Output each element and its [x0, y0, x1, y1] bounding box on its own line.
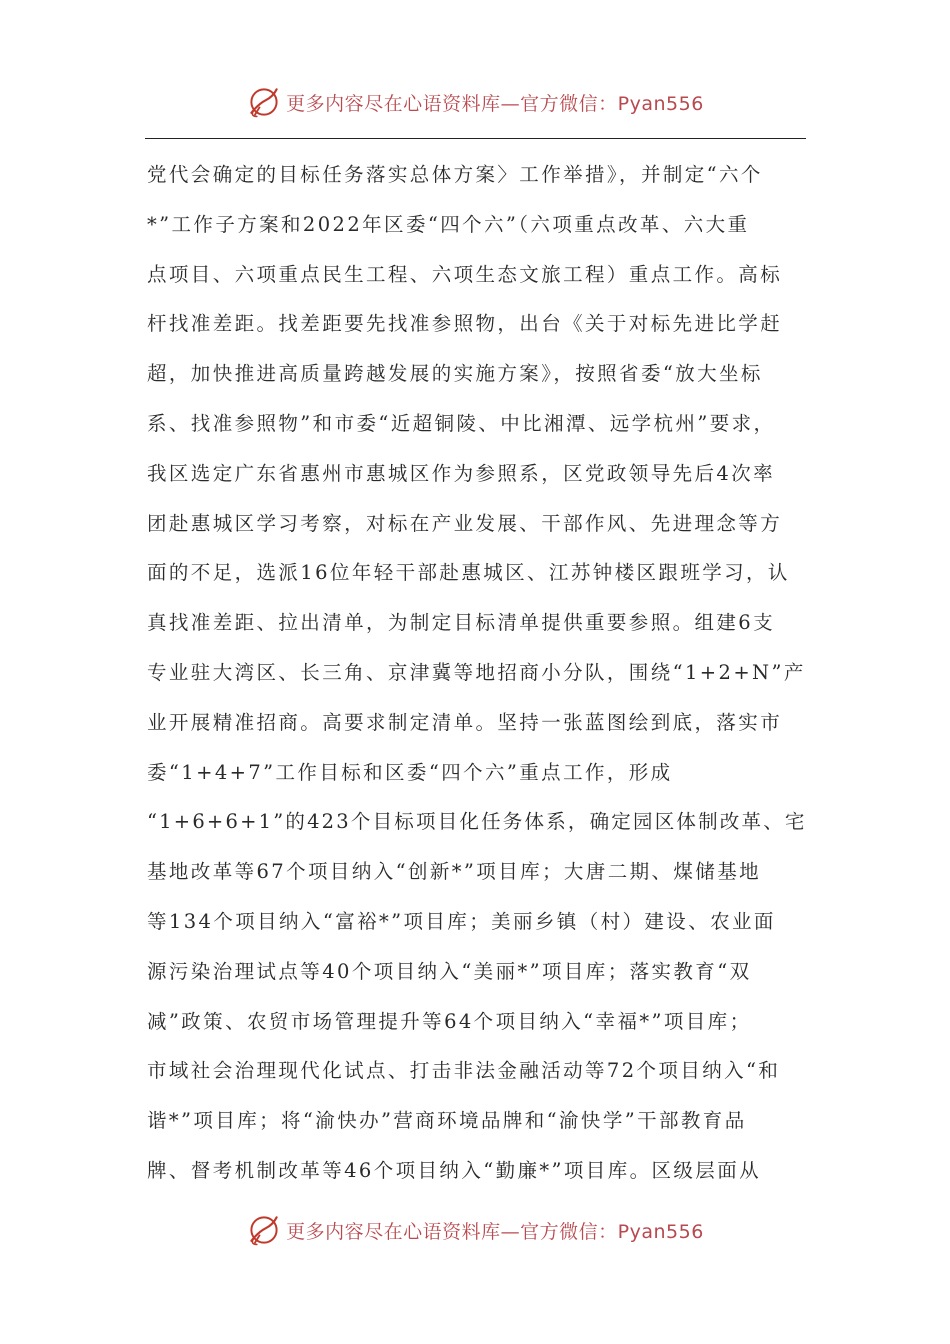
header-prefix: 更多内容尽在心语资料库—官方微信：: [286, 92, 618, 115]
text-line: 减”政策、农贸市场管理提升等64个项目纳入“幸福*”项目库；: [147, 1009, 752, 1033]
body-text: [147, 150, 807, 1196]
footer-brand: Pyan556: [617, 1220, 704, 1243]
text-line: *”工作子方案和2022年区委“四个六”（六项重点改革、六大重: [147, 212, 750, 236]
text-line: 杆找准差距。找差距要先找准参照物，出台《关于对标先进比学赶: [147, 312, 783, 336]
text-line: 牌、督考机制改革等46个项目纳入“勤廉*”项目库。区级层面从: [147, 1158, 762, 1182]
footer-banner: [0, 1208, 950, 1252]
text-line: 我区选定广东省惠州市惠城区作为参照系，区党政领导先后4次率: [147, 461, 776, 485]
text-line: 基地改革等67个项目纳入“创新*”项目库；大唐二期、煤储基地: [147, 860, 762, 884]
footer-prefix: 更多内容尽在心语资料库—官方微信：: [286, 1220, 618, 1243]
text-line: 专业驻大湾区、长三角、京津冀等地招商小分队，围绕“1+2+N”产: [147, 660, 806, 684]
header-text: [286, 89, 704, 116]
header-brand: Pyan556: [617, 92, 704, 115]
text-line: 团赴惠城区学习考察，对标在产业发展、干部作风、先进理念等方: [147, 511, 783, 535]
text-line: 党代会确定的目标任务落实总体方案〉工作举措》，并制定“六个: [147, 163, 763, 186]
text-line: 委“1+4+7”工作目标和区委“四个六”重点工作，形成: [147, 760, 673, 784]
pen-logo-icon: [246, 1212, 282, 1248]
header-banner: [0, 80, 950, 124]
text-line: 面的不足，选派16位年轻干部赴惠城区、江苏钟楼区跟班学习，认: [147, 561, 790, 585]
text-line: 系、找准参照物”和市委“近超铜陵、中比湘潭、远学杭州”要求，: [147, 411, 776, 435]
text-line: 等134个项目纳入“富裕*”项目库；美丽乡镇（村）建设、农业面: [147, 909, 776, 933]
text-line: 真找准差距、拉出清单，为制定目标清单提供重要参照。组建6支: [147, 611, 776, 635]
text-line: 谐*”项目库；将“渝快办”营商环境品牌和“渝快学”干部教育品: [147, 1109, 747, 1133]
header-rule: [145, 138, 806, 139]
text-line: 业开展精准招商。高要求制定清单。坚持一张蓝图绘到底，落实市: [147, 710, 783, 734]
text-line: 市域社会治理现代化试点、打击非法金融活动等72个项目纳入“和: [147, 1059, 781, 1083]
pen-logo-icon: [246, 84, 282, 120]
text-line: “1+6+6+1”的423个目标项目化任务体系，确定园区体制改革、宅: [147, 810, 807, 834]
footer-text: [286, 1217, 704, 1244]
text-line: 源污染治理试点等40个项目纳入“美丽*”项目库；落实教育“双: [147, 959, 752, 983]
text-line: 超，加快推进高质量跨越发展的实施方案》，按照省委“放大坐标: [147, 362, 763, 386]
text-line: 点项目、六项重点民生工程、六项生态文旅工程）重点工作。高标: [147, 262, 783, 286]
